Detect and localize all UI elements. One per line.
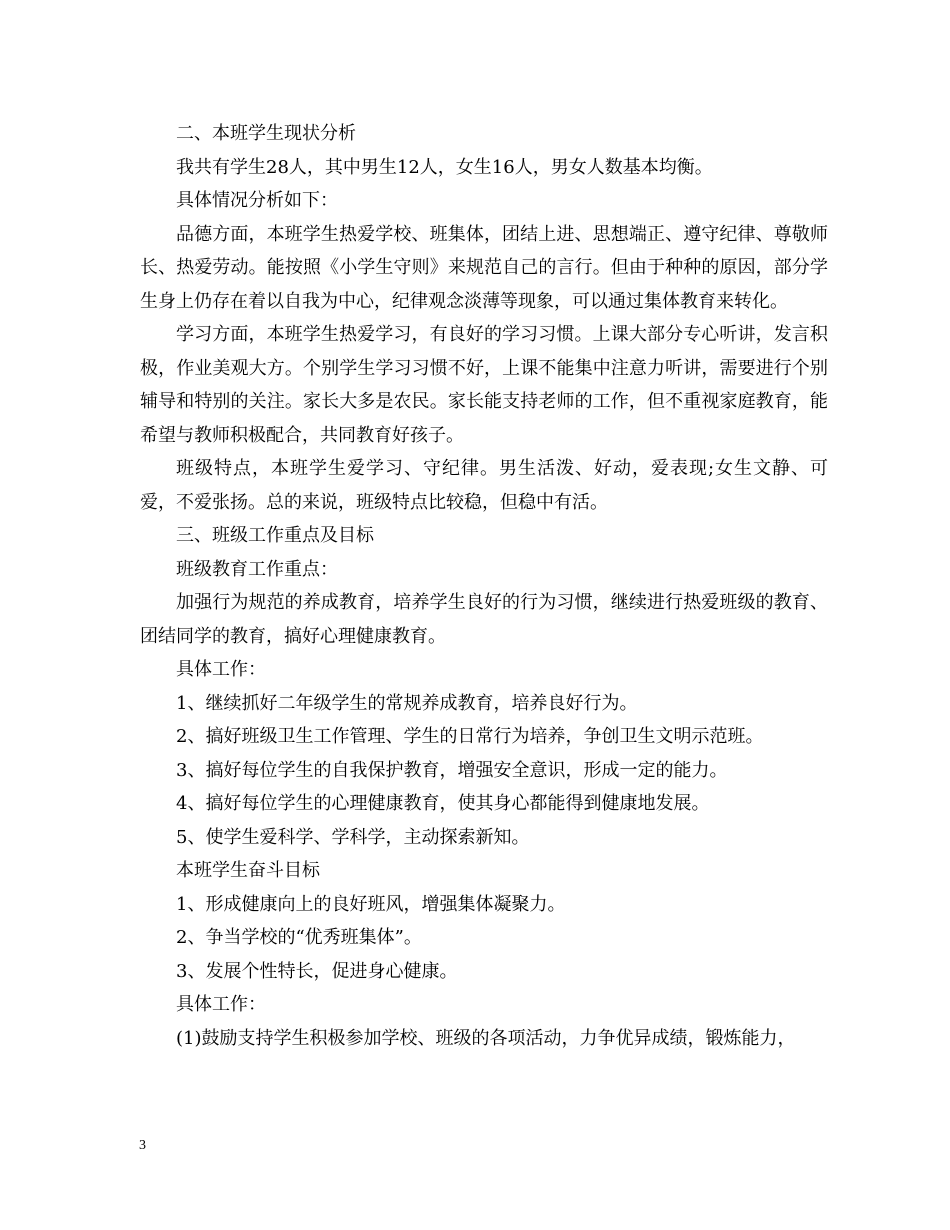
list-item: 1、形成健康向上的良好班风，增强集体凝聚力。 <box>176 893 566 915</box>
list-item: 4、搞好每位学生的心理健康教育，使其身心都能得到健康地发展。 <box>176 793 710 814</box>
list-item: (1)鼓励支持学生积极参加学校、班级的各项活动，力争优异成绩，锻炼能力， <box>176 1027 796 1049</box>
paragraph: 具体工作： <box>176 994 266 1015</box>
paragraph: 班级教育工作重点： <box>176 558 338 580</box>
paragraph: 我共有学生28人，其中男生12人，女生16人，男女人数基本均衡。 <box>176 156 713 178</box>
document-body <box>140 117 828 1055</box>
list-item: 3、搞好每位学生的自我保护教育，增强安全意识，形成一定的能力。 <box>176 759 728 781</box>
list-item: 2、搞好班级卫生工作管理、学生的日常行为培养，争创卫生文明示范班。 <box>176 726 764 747</box>
paragraph: 品德方面，本班学生热爱学校、班集体，团结上进、思想端正、遵守纪律、尊敬师长、热爱劳动。能按照《小学生守则》来规范自己的言行。但由于种种的原因，部分学生身上仍存在着以自我为中心，纪律观念淡薄等现象，可以通过集体教育来转化。 <box>140 223 828 312</box>
paragraph: 本班学生奋斗目标 <box>176 860 320 881</box>
section-heading: 二、本班学生现状分析 <box>176 123 356 144</box>
page-number: 3 <box>139 1138 146 1153</box>
list-item: 1、继续抓好二年级学生的常规养成教育，培养良好行为。 <box>176 692 638 714</box>
paragraph: 具体情况分析如下： <box>176 190 338 211</box>
list-item: 2、争当学校的“优秀班集体”。 <box>176 927 422 948</box>
paragraph: 班级特点，本班学生爱学习、守纪律。男生活泼、好动，爱表现;女生文静、可爱，不爱张扬。总的来说，班级特点比较稳，但稳中有活。 <box>140 458 828 513</box>
section-heading: 三、班级工作重点及目标 <box>176 525 374 546</box>
list-item: 5、使学生爱科学、学科学，主动探索新知。 <box>176 826 530 848</box>
paragraph: 加强行为规范的养成教育，培养学生良好的行为习惯，继续进行热爱班级的教育、团结同学的教育，搞好心理健康教育。 <box>140 592 828 647</box>
list-item: 3、发展个性特长，促进身心健康。 <box>176 960 458 982</box>
paragraph: 学习方面，本班学生热爱学习，有良好的学习习惯。上课大部分专心听讲，发言积极，作业美观大方。个别学生学习习惯不好，上课不能集中注意力听讲，需要进行个别辅导和特别的关注。家长大多是农民。家长能支持老师的工作，但不重视家庭教育，能希望与教师积极配合，共同教育好孩子。 <box>140 324 828 446</box>
paragraph: 具体工作： <box>176 659 266 680</box>
